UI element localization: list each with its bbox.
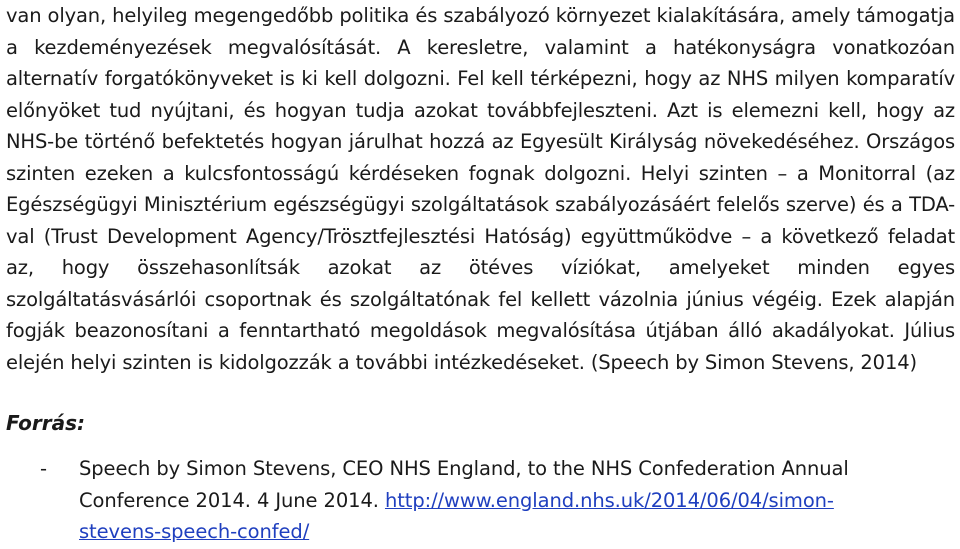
source-citation xyxy=(79,453,939,548)
source-link-part1: http://www.england.nhs.uk/2014/06/04/simon- xyxy=(384,488,834,512)
citation-text: Speech by Simon Stevens, CEO NHS England, to the NHS Confederation Annual Conference 2014. 4 June 2014. xyxy=(79,457,849,512)
body-paragraph: van olyan, helyileg megengedőbb politika és szabályozó környezet kialakítására, amely támogatja a kezdeményezések megvalósítását. A keresletre, valamint a hatékonyságra vonatkozóan alternatív forgatókönyveket is ki kell dolgozni. Fel kell térképezni, hogy az NHS milyen komparatív előnyöket tud nyújtani, és hogyan tudja azokat továbbfejleszteni. Azt is elemezni kell, hogy az NHS-be történő befektetés hogyan járulhat hozzá az Egyesült Királyság növekedéséhez. Országos szinten ezeken a kulcsfontosságú kérdéseken fognak dolgozni. Helyi szinten – a Monitorral (az Egészségügyi Minisztérium egészségügyi szolgáltatások szabályozásáért felelős szerve) és a TDA-val (Trust Development Agency/Trösztfejlesztési Hatóság) együttműködve – a következő feladat az, hogy összehasonlítsák azokat az ötéves víziókat, amelyeket minden egyes szolgáltatásvásárlói csoportnak és szolgáltatónak fel kellett vázolnia június végéig. Ezek alapján fogják beazonosítani a fenntartható megoldások megvalósítása útjában álló akadályokat. Július elején helyi szinten is kidolgozzák a további intézkedéseket. (Speech by Simon Stevens, 2014) xyxy=(6,4,955,374)
list-bullet: - xyxy=(40,457,47,480)
source-link-part2: stevens-speech-confed/ xyxy=(79,520,310,543)
sources-heading: Forrás: xyxy=(6,411,85,435)
